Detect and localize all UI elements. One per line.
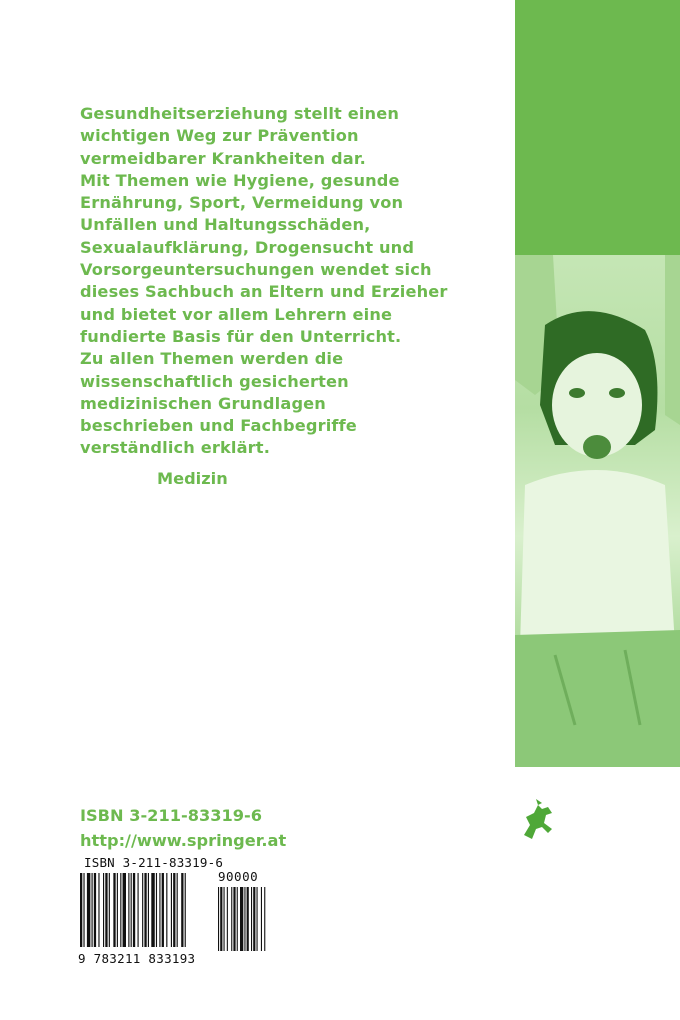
description-line: wichtigen Weg zur Prävention: [80, 126, 359, 146]
description-line: fundierte Basis für den Unterricht.: [80, 326, 402, 346]
isbn-block: [80, 803, 286, 853]
description-line: Sexualaufklärung, Drogensucht und: [80, 237, 415, 257]
barcode-isbn-text: ISBN 3-211-83319-6: [84, 855, 224, 870]
description-line: Unfällen und Haltungsschäden,: [80, 215, 371, 235]
description-line: und bietet vor allem Lehrern eine: [80, 304, 393, 324]
description-line: verständlich erklärt.: [80, 438, 270, 458]
cover-photo-child: [515, 255, 680, 767]
description-line: vermeidbarer Krankheiten dar.: [80, 148, 366, 168]
springer-horse-icon: [512, 795, 564, 847]
description-line: dieses Sachbuch an Eltern und Erzieher: [80, 282, 448, 302]
isbn-barcode: [78, 855, 278, 975]
description-line: Mit Themen wie Hygiene, gesunde: [80, 170, 400, 190]
description-line: Ernährung, Sport, Vermeidung von: [80, 193, 404, 213]
description-line: wissenschaftlich gesicherten: [80, 371, 349, 391]
isbn-label: ISBN 3-211-83319-6: [80, 806, 262, 825]
description-line: Gesundheitserziehung stellt einen: [80, 104, 399, 123]
publisher-url: http://www.springer.at: [80, 831, 287, 850]
subject-category: Medizin: [157, 469, 228, 488]
description-line: medizinischen Grundlagen: [80, 393, 326, 413]
description-line: Zu allen Themen werden die: [80, 349, 344, 369]
barcode-addon-digits: 90000: [218, 869, 259, 884]
green-color-block: [515, 0, 680, 255]
description-line: Vorsorgeuntersuchungen wendet sich: [80, 260, 432, 280]
back-cover-description: [80, 103, 500, 460]
description-line: beschrieben und Fachbegriffe: [80, 416, 357, 436]
barcode-ean-digits: 9 783211 833193: [78, 951, 196, 966]
